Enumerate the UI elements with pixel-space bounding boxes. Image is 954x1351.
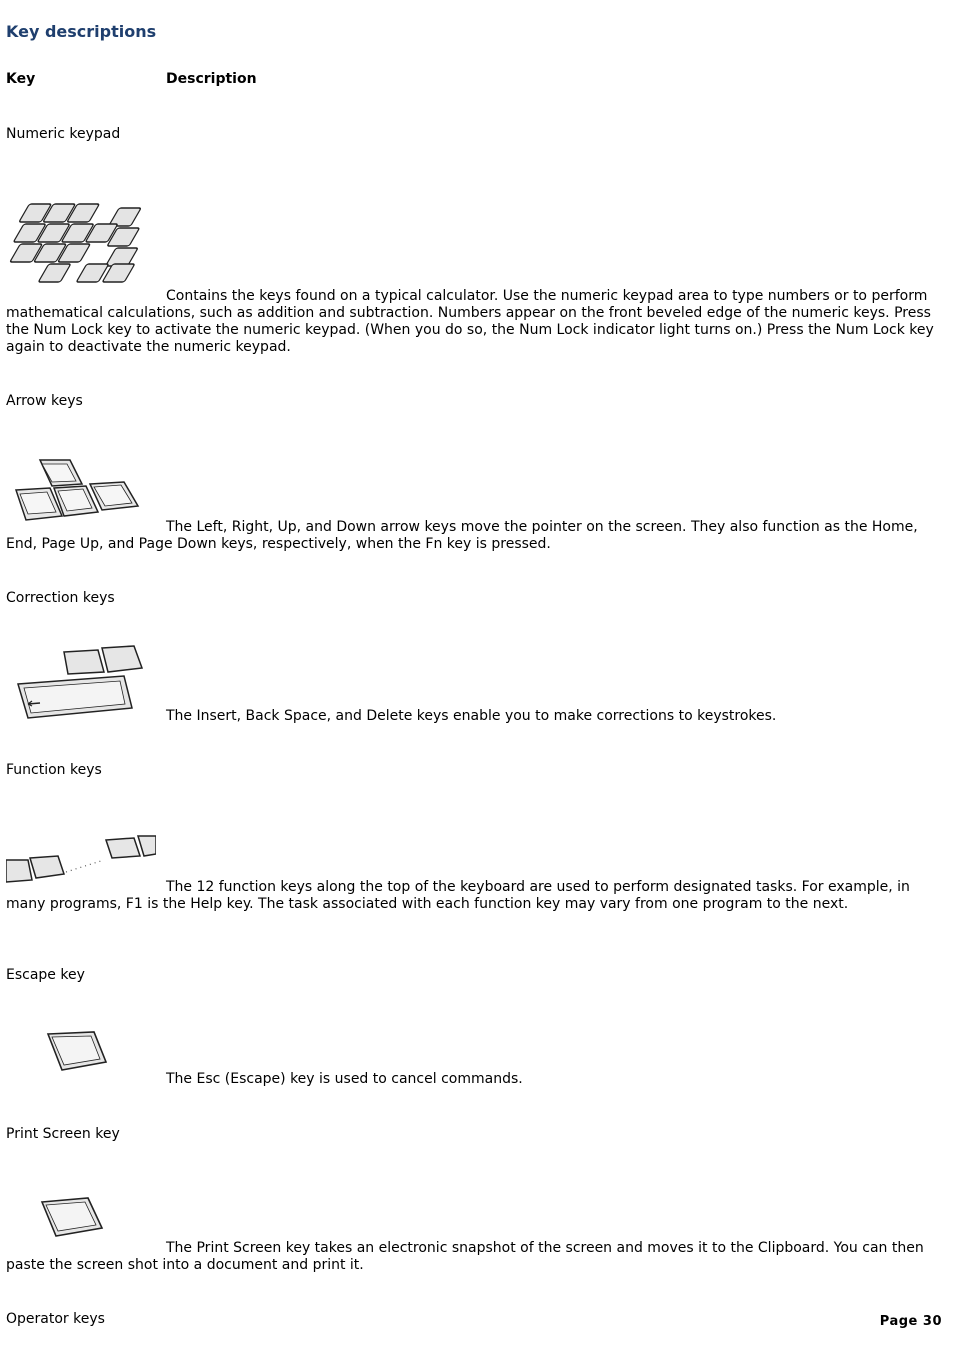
- term-arrow-keys: Arrow keys: [6, 393, 83, 409]
- term-print-screen-key: Print Screen key: [6, 1126, 120, 1142]
- arrow-keys-icon: [6, 456, 146, 526]
- page-title: Key descriptions: [6, 22, 157, 41]
- description-correction-keys: The Insert, Back Space, and Delete keys enable you to make corrections to keystrokes.: [166, 708, 777, 724]
- description-print-screen-key: The Print Screen key takes an electronic snapshot of the screen and moves it to the Clipboard. You can then paste the screen shot into a document and print it.: [6, 1240, 924, 1273]
- print-screen-key-icon: [6, 1196, 116, 1242]
- term-escape-key: Escape key: [6, 967, 85, 983]
- term-numeric-keypad: Numeric keypad: [6, 126, 121, 142]
- term-function-keys: Function keys: [6, 762, 102, 778]
- description-function-keys: The 12 function keys along the top of the keyboard are used to perform designated tasks. For example, in many programs, F1 is the Help key. The task associated with each function key may vary from one program to the next.: [6, 879, 910, 912]
- description-numeric-keypad: Contains the keys found on a typical calculator. Use the numeric keypad area to type numbers or to perform mathematical calculations, such as addition and subtraction. Numbers appear on the front beveled edge of the numeric keys. Press the Num Lock key to activate the numeric keypad. (When you do so, the Num Lock indicator light turns on.) Press the Num Lock key again to deactivate the numeric keypad.: [6, 288, 934, 355]
- description-arrow-keys: The Left, Right, Up, and Down arrow keys move the pointer on the screen. They also function as the Home, End, Page Up, and Page Down keys, respectively, when the Fn key is pressed.: [6, 519, 918, 552]
- escape-key-icon: [6, 1030, 116, 1076]
- term-operator-keys: Operator keys: [6, 1311, 105, 1327]
- column-header-key: Key: [6, 71, 36, 87]
- column-header-description: Description: [166, 71, 257, 87]
- page-number: Page 30: [879, 1314, 942, 1329]
- description-escape-key: The Esc (Escape) key is used to cancel commands.: [166, 1071, 523, 1087]
- numeric-keypad-icon: [6, 196, 164, 290]
- term-correction-keys: Correction keys: [6, 590, 115, 606]
